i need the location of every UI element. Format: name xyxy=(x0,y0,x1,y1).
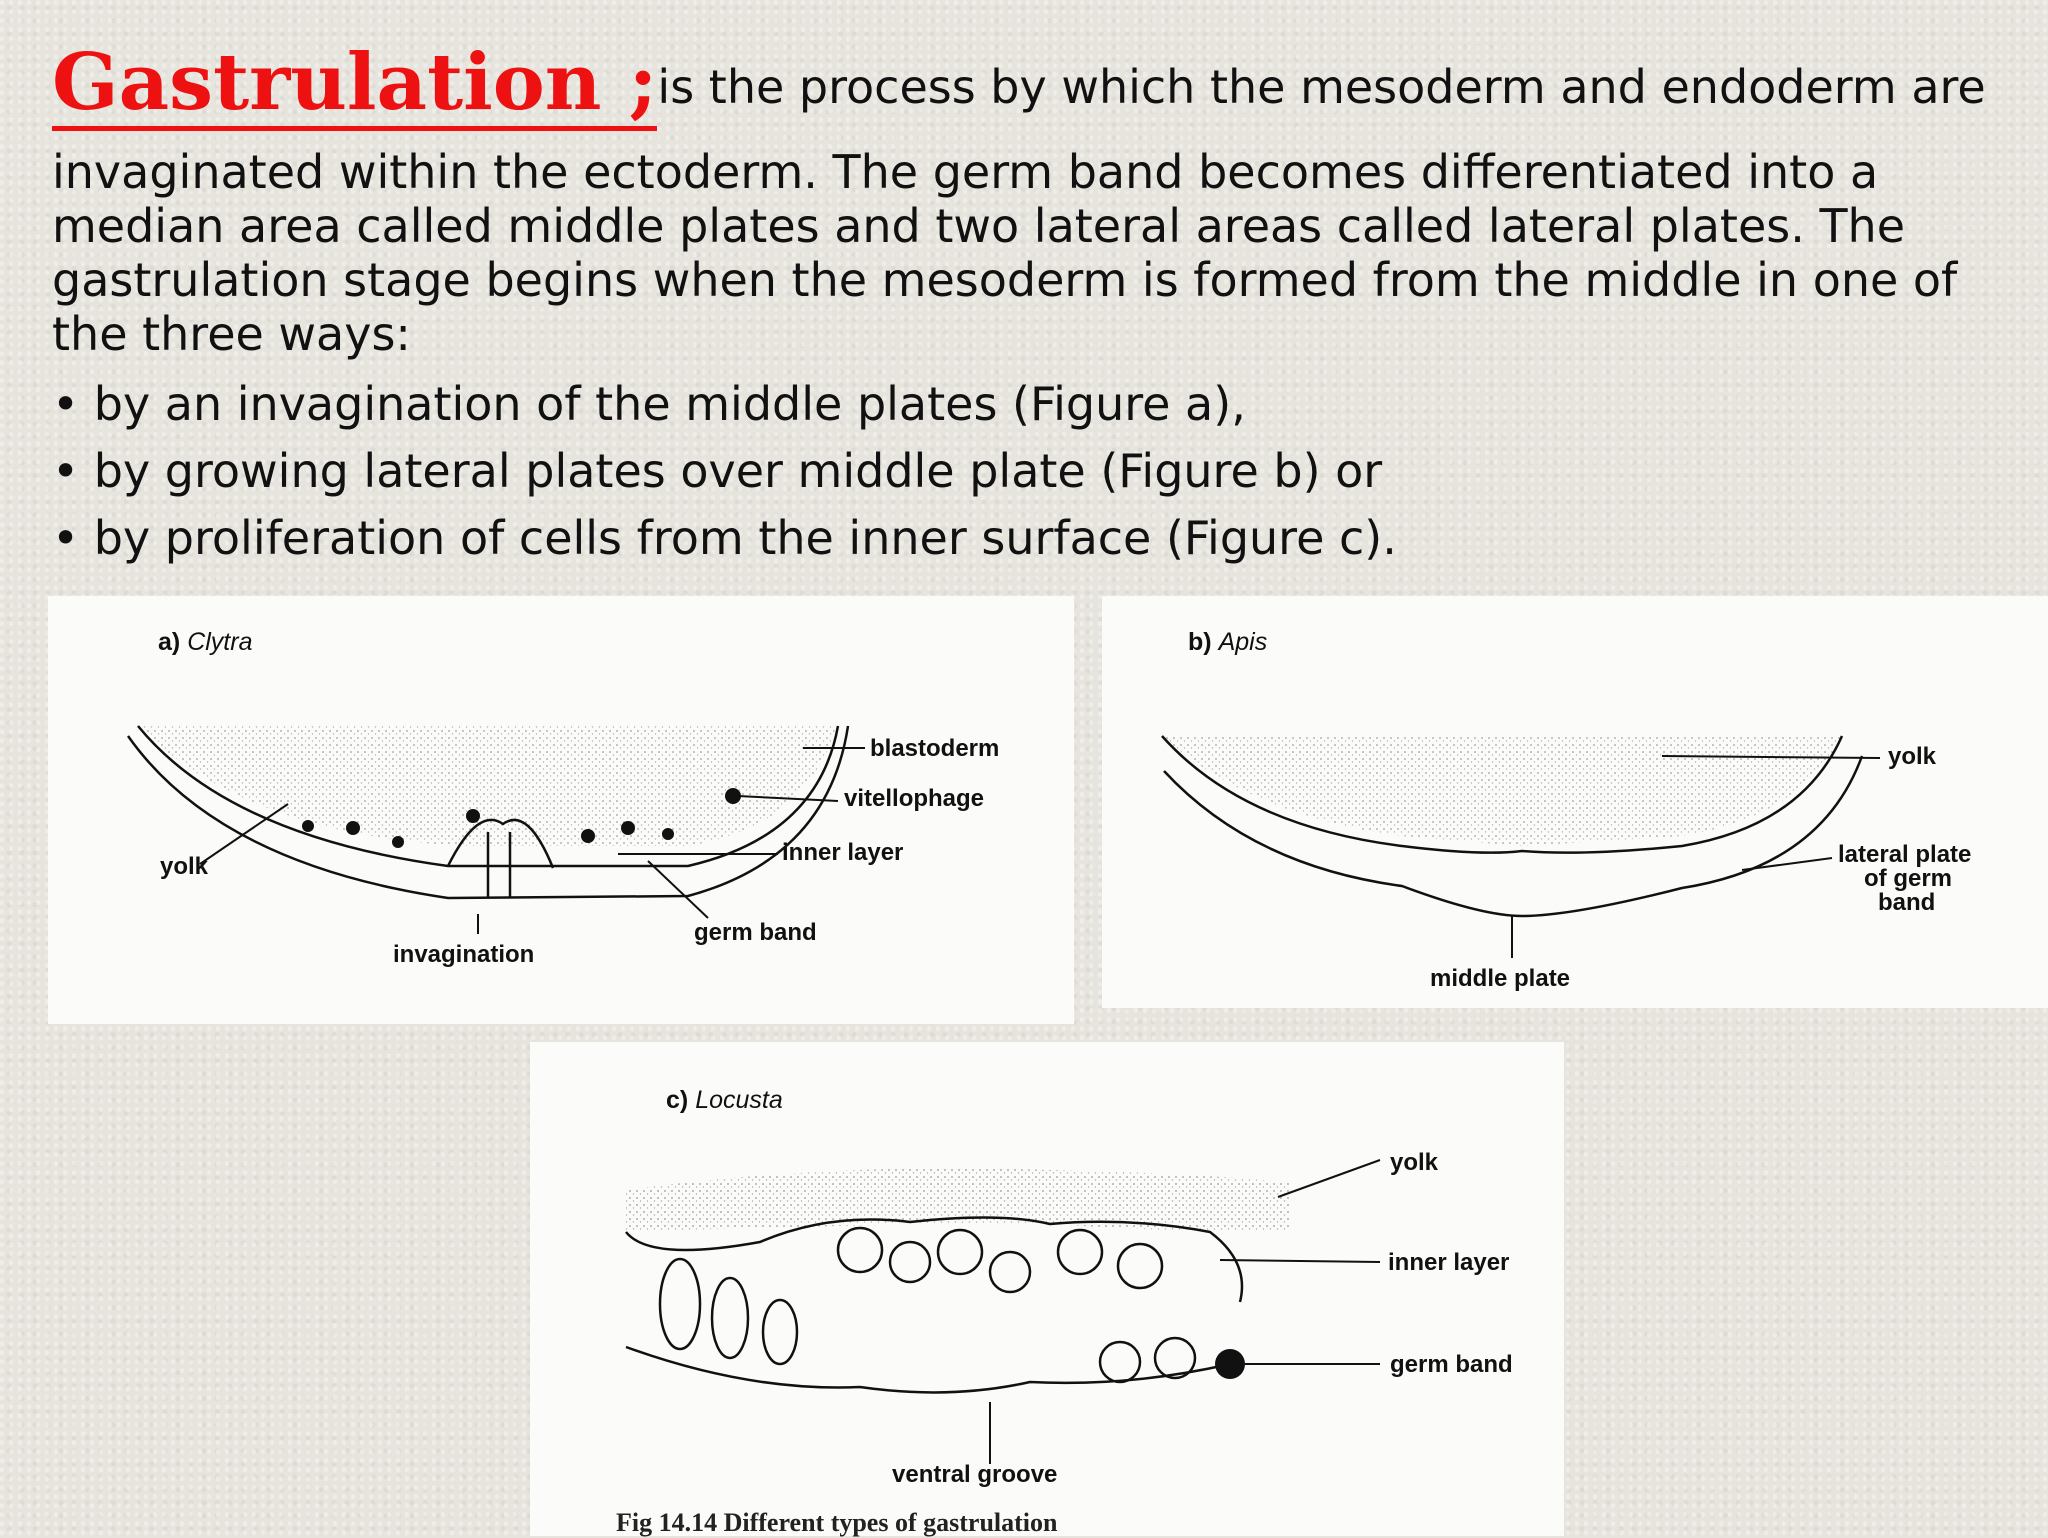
label-lateral-plate: lateral plate xyxy=(1838,841,1972,868)
label-ventral-groove: ventral groove xyxy=(892,1461,1058,1488)
figure-b-drawing xyxy=(1102,596,2048,1008)
label-invagination: invagination xyxy=(393,941,535,968)
label-middle-plate: middle plate xyxy=(1430,965,1571,992)
title-line xyxy=(52,37,2012,131)
figure-a-label: a) Clytra xyxy=(158,628,253,656)
label-inner-layer: inner layer xyxy=(1388,1249,1510,1276)
slide-title: Gastrulation ; xyxy=(52,40,657,131)
label-yolk: yolk xyxy=(160,853,209,880)
figure-c-label: c) Locusta xyxy=(666,1086,783,1114)
label-inner-layer: inner layer xyxy=(782,839,904,866)
figure-b-apis xyxy=(1102,596,2048,1008)
title-lead-text: is the process by which the mesoderm and endoderm are xyxy=(657,60,1986,114)
label-blastoderm: blastoderm xyxy=(870,735,1000,762)
bullet-item: • by growing lateral plates over middle plate (Figure b) or xyxy=(52,438,2012,505)
figure-caption-fragment: Fig 14.14 Different types of gastrulation xyxy=(616,1508,1058,1537)
figure-c-locusta xyxy=(530,1042,1564,1536)
figure-a-clytra xyxy=(48,596,1074,1024)
label-vitellophage: vitellophage xyxy=(844,785,985,812)
bullet-item: • by an invagination of the middle plates (Figure a), xyxy=(52,371,2012,438)
label-lateral-plate-2: of germ xyxy=(1864,865,1953,892)
figure-b-label: b) Apis xyxy=(1188,628,1268,656)
label-germ-band: germ band xyxy=(1390,1351,1513,1378)
figure-c-drawing xyxy=(530,1042,1564,1536)
figure-a-drawing xyxy=(48,596,1074,1024)
label-yolk: yolk xyxy=(1888,743,1937,770)
bullet-item: • by proliferation of cells from the inner surface (Figure c). xyxy=(52,505,2012,572)
intro-paragraph: invaginated within the ectoderm. The germ band becomes differentiated into a median area called middle plates and two lateral areas called lateral plates. The gastrulation stage begins when the mesoderm is formed from the middle in one of the three ways: xyxy=(52,145,1958,361)
slide-text-block xyxy=(52,37,2012,572)
label-germ-band: germ band xyxy=(694,919,817,946)
label-lateral-plate-3: band xyxy=(1878,889,1936,916)
label-yolk: yolk xyxy=(1390,1149,1439,1176)
bullet-list xyxy=(52,371,2012,572)
